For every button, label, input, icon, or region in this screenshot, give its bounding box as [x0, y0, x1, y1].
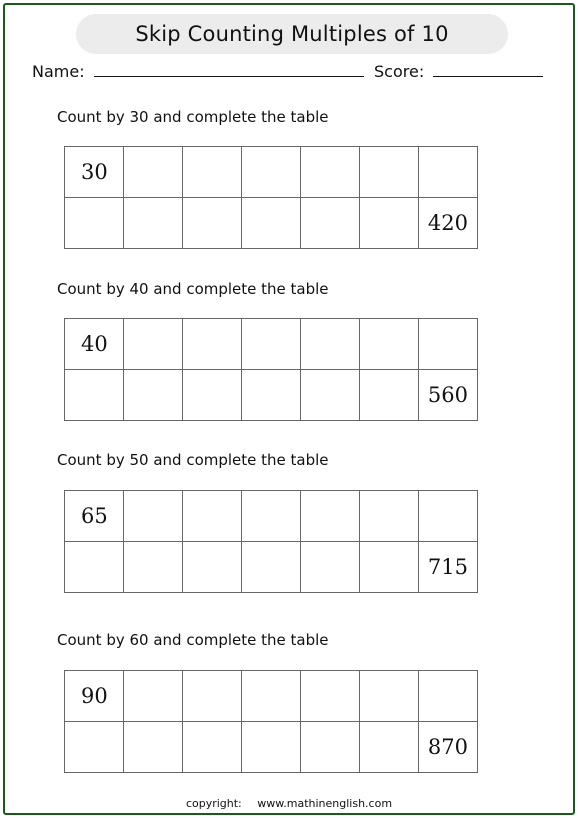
table-row — [65, 722, 478, 773]
table-cell-blank[interactable] — [65, 722, 124, 773]
page-title-text: Skip Counting Multiples of 10 — [135, 22, 449, 46]
site-link[interactable]: www.mathinenglish.com — [257, 797, 393, 810]
score-field[interactable] — [374, 62, 543, 81]
exercise-2-instruction: Count by 40 and complete the table — [57, 280, 329, 298]
table-cell-blank[interactable] — [242, 542, 301, 593]
table-cell-blank[interactable] — [419, 147, 478, 198]
table-cell-blank[interactable] — [65, 198, 124, 249]
table-cell-blank[interactable] — [183, 722, 242, 773]
table-cell-blank[interactable] — [183, 542, 242, 593]
table-cell-blank[interactable] — [183, 491, 242, 542]
table-cell-blank[interactable] — [301, 319, 360, 370]
table-cell-blank[interactable] — [242, 671, 301, 722]
table-cell-blank[interactable] — [301, 542, 360, 593]
table-cell-blank[interactable] — [124, 370, 183, 421]
table-cell-given: 40 — [65, 319, 124, 370]
table-cell-blank[interactable] — [242, 491, 301, 542]
exercise-4-instruction: Count by 60 and complete the table — [57, 631, 329, 649]
table-cell-blank[interactable] — [65, 542, 124, 593]
name-blank[interactable] — [94, 62, 364, 77]
table-cell-given: 30 — [65, 147, 124, 198]
table-cell-blank[interactable] — [360, 370, 419, 421]
exercise-2-table — [64, 318, 478, 421]
table-cell-blank[interactable] — [360, 491, 419, 542]
copyright-label: copyright: — [185, 797, 242, 810]
table-row — [65, 491, 478, 542]
table-cell-blank[interactable] — [301, 722, 360, 773]
table-cell-blank[interactable] — [242, 722, 301, 773]
table-cell-blank[interactable] — [360, 198, 419, 249]
name-label: Name: — [32, 62, 85, 81]
table-row — [65, 198, 478, 249]
table-cell-blank[interactable] — [301, 198, 360, 249]
name-field[interactable] — [32, 62, 364, 81]
table-cell-given: 65 — [65, 491, 124, 542]
table-cell-blank[interactable] — [242, 147, 301, 198]
table-cell-blank[interactable] — [183, 370, 242, 421]
table-cell-blank[interactable] — [301, 147, 360, 198]
table-cell-given: 870 — [419, 722, 478, 773]
table-cell-blank[interactable] — [360, 671, 419, 722]
table-cell-blank[interactable] — [360, 542, 419, 593]
table-cell-blank[interactable] — [301, 671, 360, 722]
table-cell-blank[interactable] — [360, 722, 419, 773]
score-blank[interactable] — [433, 62, 543, 77]
footer — [0, 797, 578, 810]
table-cell-blank[interactable] — [183, 671, 242, 722]
table-cell-blank[interactable] — [242, 319, 301, 370]
table-cell-blank[interactable] — [419, 319, 478, 370]
table-cell-blank[interactable] — [124, 198, 183, 249]
table-row — [65, 542, 478, 593]
exercise-4-table — [64, 670, 478, 773]
table-row — [65, 671, 478, 722]
table-cell-blank[interactable] — [124, 722, 183, 773]
table-cell-given: 715 — [419, 542, 478, 593]
table-cell-blank[interactable] — [124, 147, 183, 198]
table-cell-blank[interactable] — [183, 198, 242, 249]
table-cell-blank[interactable] — [183, 147, 242, 198]
table-cell-blank[interactable] — [124, 491, 183, 542]
table-cell-blank[interactable] — [242, 370, 301, 421]
page-title — [76, 14, 508, 54]
table-cell-blank[interactable] — [183, 319, 242, 370]
table-cell-blank[interactable] — [65, 370, 124, 421]
table-cell-blank[interactable] — [419, 491, 478, 542]
table-row — [65, 319, 478, 370]
exercise-3-table — [64, 490, 478, 593]
table-cell-blank[interactable] — [124, 319, 183, 370]
score-label: Score: — [374, 62, 425, 81]
exercise-3-instruction: Count by 50 and complete the table — [57, 451, 329, 469]
table-cell-given: 560 — [419, 370, 478, 421]
table-cell-blank[interactable] — [360, 147, 419, 198]
exercise-1-instruction: Count by 30 and complete the table — [57, 108, 329, 126]
table-cell-given: 90 — [65, 671, 124, 722]
table-cell-given: 420 — [419, 198, 478, 249]
table-row — [65, 370, 478, 421]
table-row — [65, 147, 478, 198]
table-cell-blank[interactable] — [242, 198, 301, 249]
exercise-1-table — [64, 146, 478, 249]
table-cell-blank[interactable] — [301, 370, 360, 421]
table-cell-blank[interactable] — [419, 671, 478, 722]
table-cell-blank[interactable] — [301, 491, 360, 542]
table-cell-blank[interactable] — [124, 542, 183, 593]
table-cell-blank[interactable] — [360, 319, 419, 370]
table-cell-blank[interactable] — [124, 671, 183, 722]
